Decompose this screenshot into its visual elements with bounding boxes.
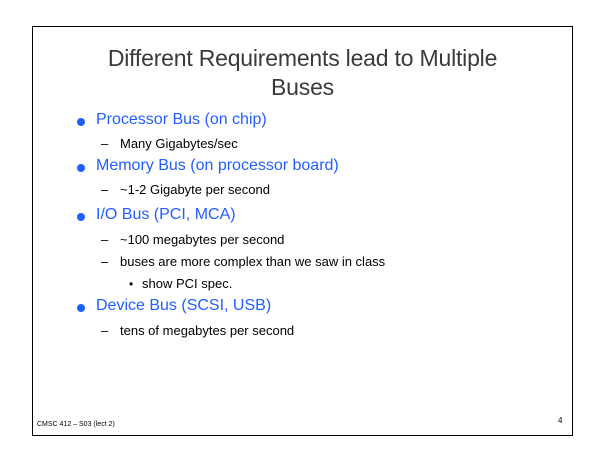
dash-icon: – <box>101 232 109 247</box>
subitem-device-bus-speed: tens of megabytes per second <box>120 323 295 338</box>
page-number: 4 <box>558 416 563 425</box>
subitem-io-bus-speed: ~100 megabytes per second <box>120 232 285 247</box>
bullet-processor-bus: Processor Bus (on chip) <box>96 111 267 128</box>
subitem-processor-bus-speed: Many Gigabytes/sec <box>120 136 238 151</box>
bullet-io-bus: I/O Bus (PCI, MCA) <box>96 206 236 223</box>
bullet-dot-icon <box>77 164 85 172</box>
slide-footer: CMSC 412 – S03 (lect 2) <box>37 421 115 428</box>
bullet-dot-icon <box>77 118 85 126</box>
bullet-dot-icon <box>77 304 85 312</box>
dash-icon: – <box>101 182 109 197</box>
slide-title-line-1: Different Requirements lead to Multiple <box>107 45 498 71</box>
dash-icon: – <box>101 323 109 338</box>
bullet-device-bus: Device Bus (SCSI, USB) <box>96 297 272 314</box>
subitem-io-bus-complexity: buses are more complex than we saw in class <box>120 254 386 269</box>
subbullet-dot-icon: • <box>129 277 134 291</box>
dash-icon: – <box>101 136 109 151</box>
subitem-memory-bus-speed: ~1-2 Gigabyte per second <box>120 182 270 197</box>
dash-icon: – <box>101 254 109 269</box>
subsubitem-pci-spec: show PCI spec. <box>142 276 233 291</box>
slide-title-line-2: Buses <box>271 74 334 100</box>
bullet-memory-bus: Memory Bus (on processor board) <box>96 157 339 174</box>
bullet-dot-icon <box>77 213 85 221</box>
